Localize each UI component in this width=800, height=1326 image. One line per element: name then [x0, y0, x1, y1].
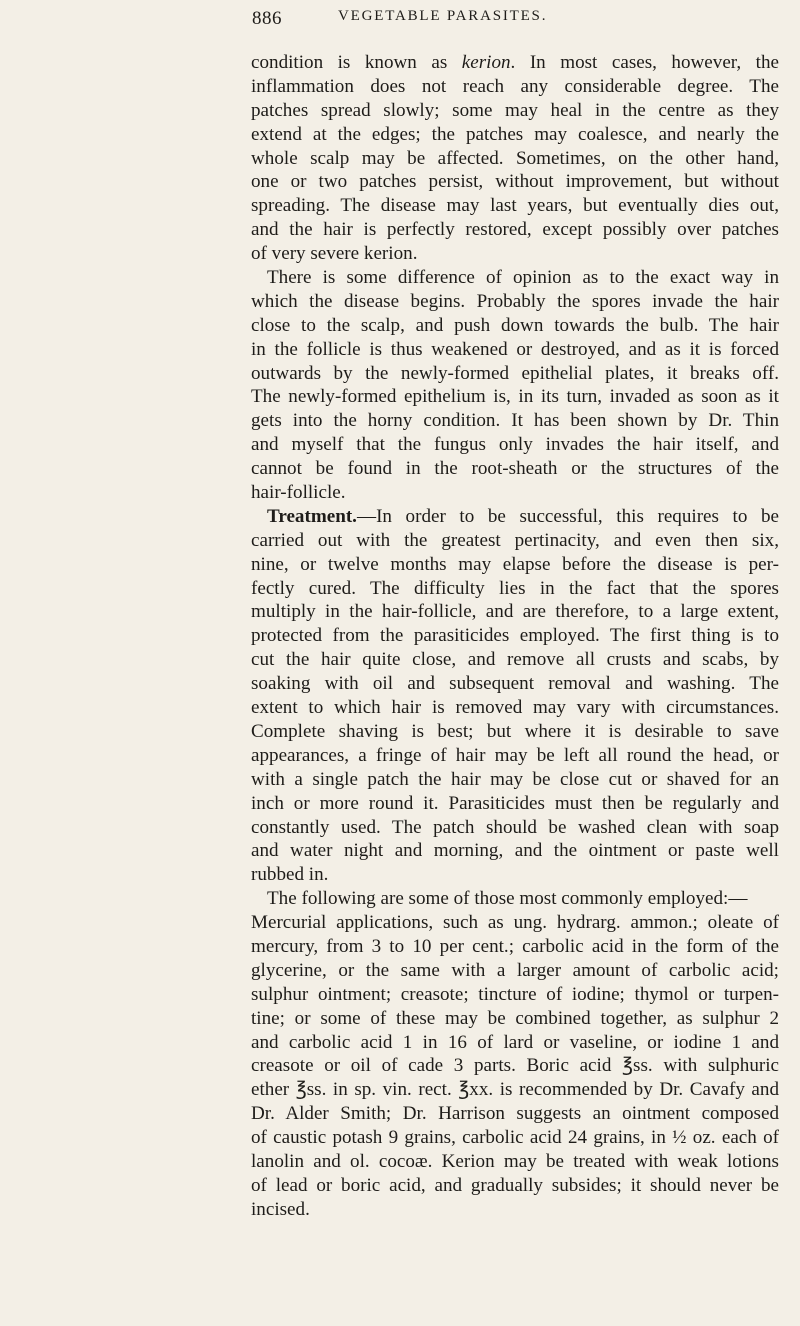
text-run: and carbolic acid 1 in 16 of lard or vaseline, or iodine 1 and	[251, 1031, 779, 1053]
text-run: and myself that the fungus only invades the hair itself, and	[251, 434, 779, 456]
text-line	[251, 600, 779, 624]
text-line	[251, 959, 779, 983]
text-line	[251, 863, 779, 887]
text-line	[251, 935, 779, 959]
text-line	[251, 51, 779, 75]
text-run: cut the hair quite close, and remove all crusts and scabs, by	[251, 649, 779, 671]
text-run: soaking with oil and subsequent removal and washing. The	[251, 673, 779, 695]
text-run: The newly-formed epithelium is, in its turn, invaded as soon as it	[251, 386, 779, 408]
text-run: patches spread slowly; some may heal in the centre as they	[251, 99, 779, 121]
text-line	[251, 242, 779, 266]
text-run: hair-follicle.	[251, 482, 346, 504]
italic-term: kerion	[461, 52, 511, 73]
text-line	[251, 1150, 779, 1174]
text-line	[251, 99, 779, 123]
text-run: of very severe kerion.	[251, 243, 418, 265]
text-run: of lead or boric acid, and gradually subsides; it should never be	[251, 1174, 779, 1196]
text-line	[251, 577, 779, 601]
text-run: of caustic potash 9 grains, carbolic acid 24 grains, in ½ oz. each of	[251, 1127, 779, 1149]
text-line	[251, 768, 779, 792]
text-line	[251, 624, 779, 648]
text-line	[251, 505, 779, 529]
text-run: sulphur ointment; creasote; tincture of iodine; thymol or turpen-	[251, 983, 779, 1005]
text-line	[251, 839, 779, 863]
text-line	[251, 385, 779, 409]
text-run: —In order to be successful, this requires to be	[356, 505, 779, 527]
text-line	[251, 1007, 779, 1031]
text-line	[251, 1174, 779, 1198]
text-run: close to the scalp, and push down towards the bulb. The hair	[251, 314, 779, 336]
text-run: extent to which hair is removed may vary with circumstances.	[251, 697, 779, 719]
text-line	[251, 290, 779, 314]
text-line	[251, 266, 779, 290]
text-run: Dr. Alder Smith; Dr. Harrison suggests an ointment composed	[251, 1103, 779, 1125]
text-line	[251, 409, 779, 433]
text-run: rubbed in.	[251, 864, 329, 886]
text-run: nine, or twelve months may elapse before the disease is per-	[251, 553, 779, 575]
text-run: Mercurial applications, such as ung. hydrarg. ammon.; oleate of	[251, 912, 779, 934]
text-line	[251, 529, 779, 553]
text-line	[251, 123, 779, 147]
text-run: multiply in the hair-follicle, and are therefore, to a large extent,	[251, 601, 779, 623]
text-run: one or two patches persist, without improvement, but without	[251, 171, 779, 193]
text-run: condition is known as	[251, 52, 462, 73]
text-run: ether ℥ss. in sp. vin. rect. ℥xx. is recommended by Dr. Cavafy and	[251, 1079, 779, 1101]
text-line	[251, 720, 779, 744]
text-line	[251, 170, 779, 194]
text-line	[251, 75, 779, 99]
text-line	[251, 553, 779, 577]
text-line	[251, 887, 779, 911]
text-line	[251, 147, 779, 171]
text-line	[251, 218, 779, 242]
page-header	[0, 8, 800, 32]
text-run: incised.	[251, 1198, 310, 1220]
text-line	[251, 362, 779, 386]
text-run: inflammation does not reach any considerable degree. The	[251, 75, 779, 97]
page-number: 886	[252, 8, 282, 29]
text-run: glycerine, or the same with a larger amount of carbolic acid;	[251, 959, 779, 981]
text-line	[251, 744, 779, 768]
text-run: fectly cured. The difficulty lies in the fact that the spores	[251, 577, 779, 599]
text-line	[251, 457, 779, 481]
text-run: outwards by the newly-formed epithelial plates, it breaks off.	[251, 362, 779, 384]
text-run: Complete shaving is best; but where it is desirable to save	[251, 720, 779, 742]
text-run: with a single patch the hair may be close cut or shaved for an	[251, 768, 779, 790]
text-run: mercury, from 3 to 10 per cent.; carbolic acid in the form of the	[251, 935, 779, 957]
text-line	[251, 1126, 779, 1150]
text-line	[251, 696, 779, 720]
text-run: and the hair is perfectly restored, except possibly over patches	[251, 219, 779, 241]
text-line	[251, 1102, 779, 1126]
text-run: which the disease begins. Probably the spores invade the hair	[251, 290, 779, 312]
text-run: lanolin and ol. cocoæ. Kerion may be treated with weak lotions	[251, 1150, 779, 1172]
text-run: cannot be found in the root-sheath or the structures of the	[251, 458, 779, 480]
text-run: constantly used. The patch should be washed clean with soap	[251, 816, 779, 838]
text-run: creasote or oil of cade 3 parts. Boric acid ℥ss. with sulphuric	[251, 1055, 779, 1077]
text-run: and water night and morning, and the ointment or paste well	[251, 840, 779, 862]
text-line	[251, 338, 779, 362]
text-run: spreading. The disease may last years, but eventually dies out,	[251, 195, 779, 217]
text-line	[251, 1054, 779, 1078]
text-run: tine; or some of these may be combined together, as sulphur 2	[251, 1007, 779, 1029]
text-run: inch or more round it. Parasiticides must then be regularly and	[251, 792, 779, 814]
text-line	[251, 314, 779, 338]
text-line	[251, 911, 779, 935]
text-run: protected from the parasiticides employed. The first thing is to	[251, 625, 779, 647]
text-line	[251, 816, 779, 840]
body-text	[251, 51, 779, 1222]
running-title: VEGETABLE PARASITES.	[338, 8, 548, 24]
text-run: whole scalp may be affected. Sometimes, on the other hand,	[251, 147, 779, 169]
text-line	[251, 983, 779, 1007]
text-run: gets into the horny condition. It has been shown by Dr. Thin	[251, 410, 779, 432]
text-run: There is some difference of opinion as to the exact way in	[267, 267, 779, 289]
text-run: extend at the edges; the patches may coalesce, and nearly the	[251, 123, 779, 145]
text-run: in the follicle is thus weakened or destroyed, and as it is forced	[251, 338, 779, 360]
text-line	[251, 1031, 779, 1055]
text-line	[251, 648, 779, 672]
text-run: carried out with the greatest pertinacity, and even then six,	[251, 529, 779, 551]
text-line	[251, 194, 779, 218]
text-line	[251, 433, 779, 457]
text-line	[251, 481, 779, 505]
text-line	[251, 1078, 779, 1102]
text-line	[251, 792, 779, 816]
text-line	[251, 672, 779, 696]
text-run: . In most cases, however, the	[510, 52, 780, 73]
text-run: appearances, a fringe of hair may be left all round the head, or	[251, 744, 779, 766]
section-heading: Treatment.	[267, 505, 357, 527]
text-run: The following are some of those most commonly employed:—	[267, 888, 748, 910]
text-line	[251, 1198, 779, 1222]
